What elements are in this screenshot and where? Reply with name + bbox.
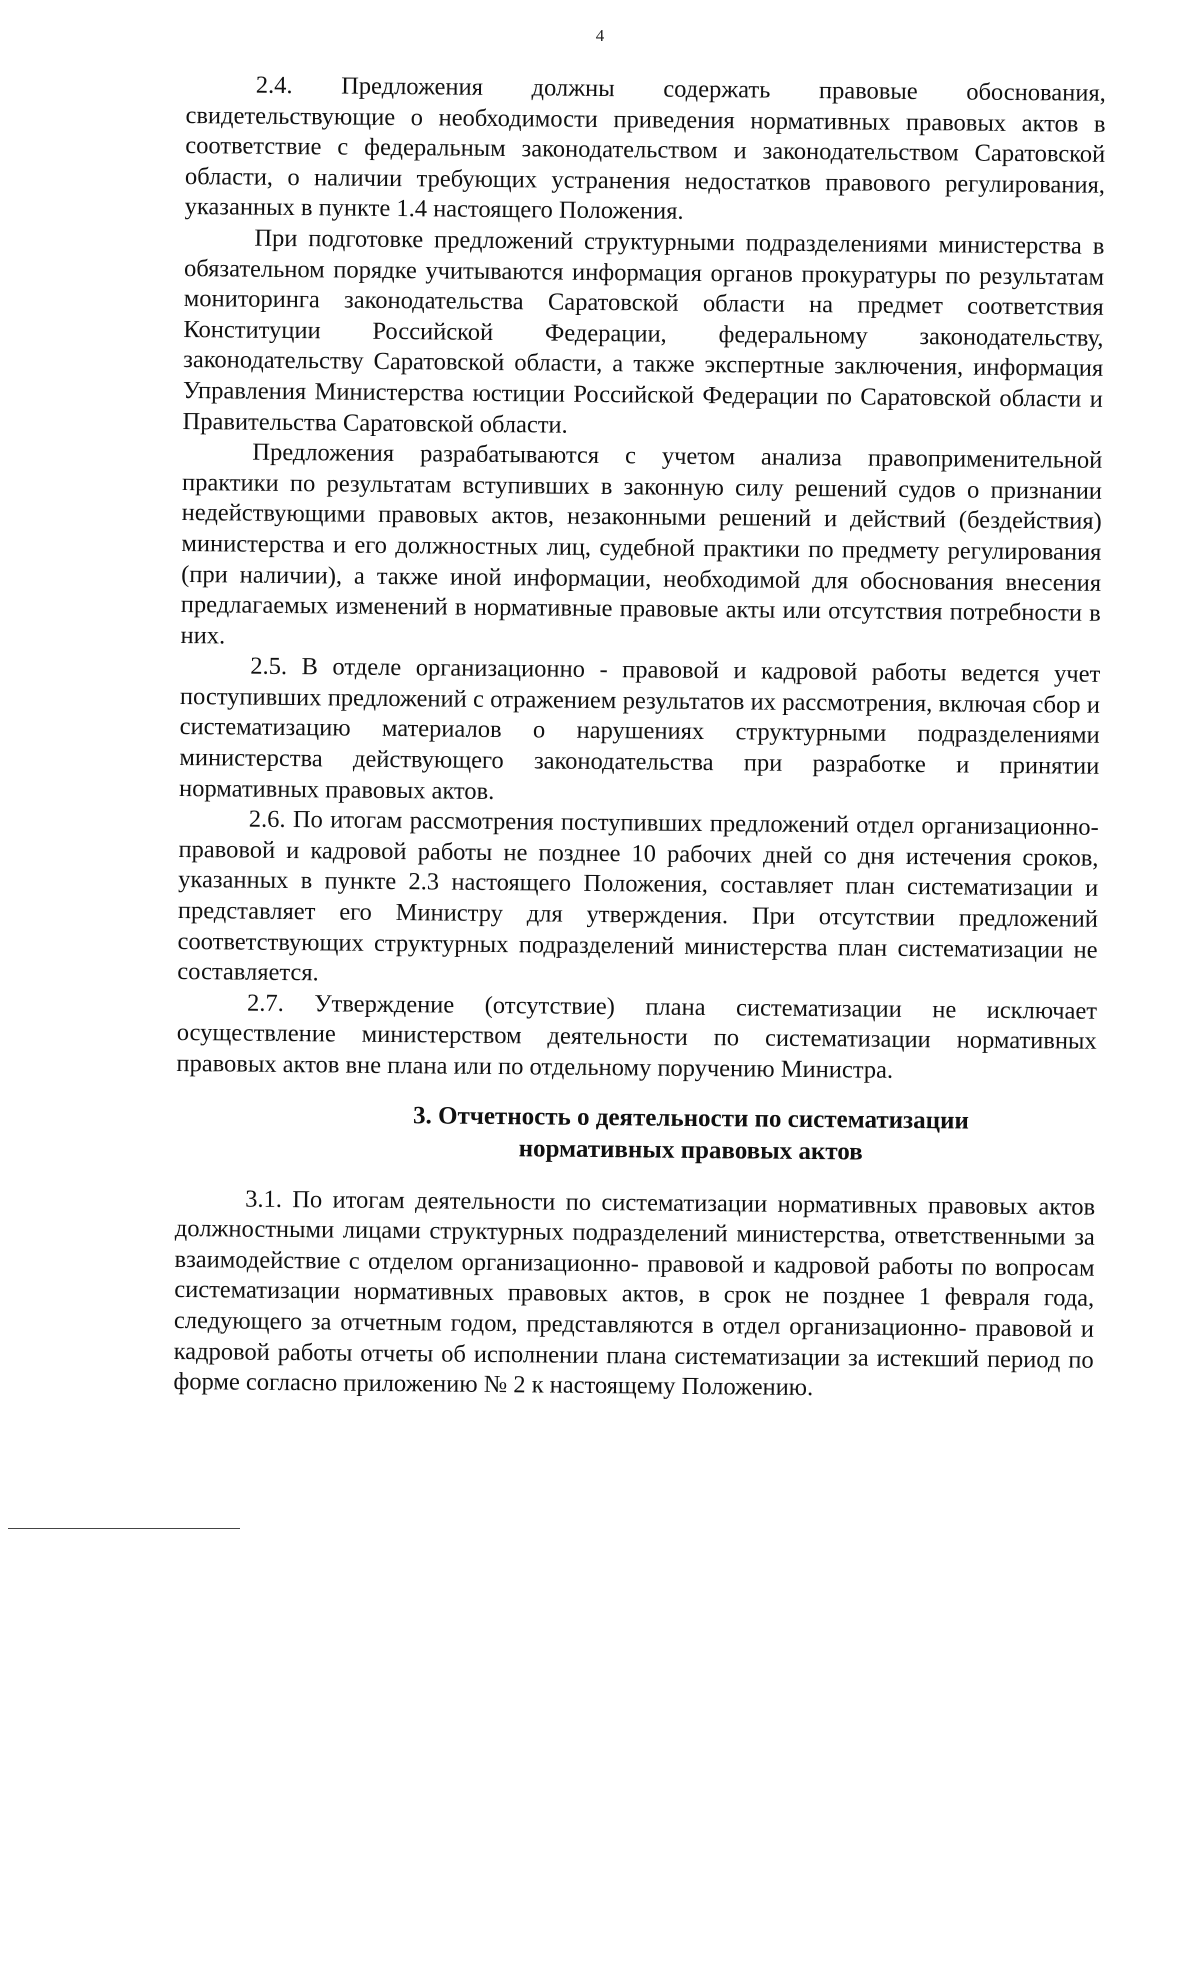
paragraph-preparation: При подготовке предложений структурными подразделениями министерства в обязательном порядке учитываются информация органов прокуратуры по результатам мониторинга законодательства Саратовской области на предмет соответствия Конституции Российской Федерации, федеральному законодательству, законодательству Саратовской области, а также экспертные заключения, информация Управления Министерства юстиции Российской Федерации по Саратовской области и Правительства Саратовской области.	[182, 224, 1105, 439]
section-3-heading-line-1: 3. Отчетность о деятельности по систематизации	[412, 1101, 969, 1135]
section-3-heading-line-2: нормативных правовых актов	[518, 1134, 863, 1166]
page-number: 4	[595, 26, 605, 45]
document-body	[173, 70, 1106, 1407]
paragraph-2-6: 2.6. По итогам рассмотрения поступивших предложений отдел организационно- правовой и кадровой работы не позднее 10 рабочих дней со дня истечения сроков, указанных в пункте 2.3 настоящего Положения, составляет план систематизации и представляет его Министру для утверждения. При отсутствии предложений соответствующих структурных подразделений министерства план систематизации не составляется.	[177, 805, 1099, 987]
footnote-separator	[8, 1528, 240, 1529]
paragraph-3-1: 3.1. По итогам деятельности по систематизации нормативных правовых актов должностными лицами структурных подразделений министерства, ответственными за взаимодействие с отделом организационно- правовой и кадровой работы по вопросам систематизации нормативных правовых актов, в срок не позднее 1 февраля года, следующего за отчетным годом, представляются в отдел организационно- правовой и кадровой работы отчеты об исполнении плана систематизации за истекший период по форме согласно приложению № 2 к настоящему Положению.	[173, 1185, 1096, 1402]
paragraph-2-4: 2.4. Предложения должны содержать правовые обоснования, свидетельствующие о необходимости приведения нормативных правовых актов в соответствие с федеральным законодательством и законодательством Саратовской области, о наличии требующих устранения недостатков правового регулирования, указанных в пункте 1.4 настоящего Положения.	[184, 71, 1106, 226]
paragraph-2-5: 2.5. В отделе организационно - правовой и кадровой работы ведется учет поступивших предложений с отражением результатов их рассмотрения, включая сбор и систематизацию материалов о нарушениях структурными подразделениями министерства действующего законодательства при разработке и принятии нормативных правовых актов.	[178, 652, 1101, 805]
paragraph-analysis: Предложения разрабатываются с учетом анализа правоприменительной практики по результатам вступивших в законную силу решений судов о признании недействующими правовых актов, незаконными решений и действий (бездействия) министерства и его должностных лиц, судебной практики по предмету регулирования (при наличии), а также иной информации, необходимой для обоснования внесения предлагаемых изменений в нормативные правовые акты или отсутствия потребности в них.	[180, 438, 1103, 650]
section-3-heading	[176, 1098, 1097, 1171]
paragraph-2-7: 2.7. Утверждение (отсутствие) плана систематизации не исключает осуществление министерством деятельности по систематизации нормативных правовых актов вне плана или по отдельному поручению Министра.	[176, 989, 1098, 1084]
